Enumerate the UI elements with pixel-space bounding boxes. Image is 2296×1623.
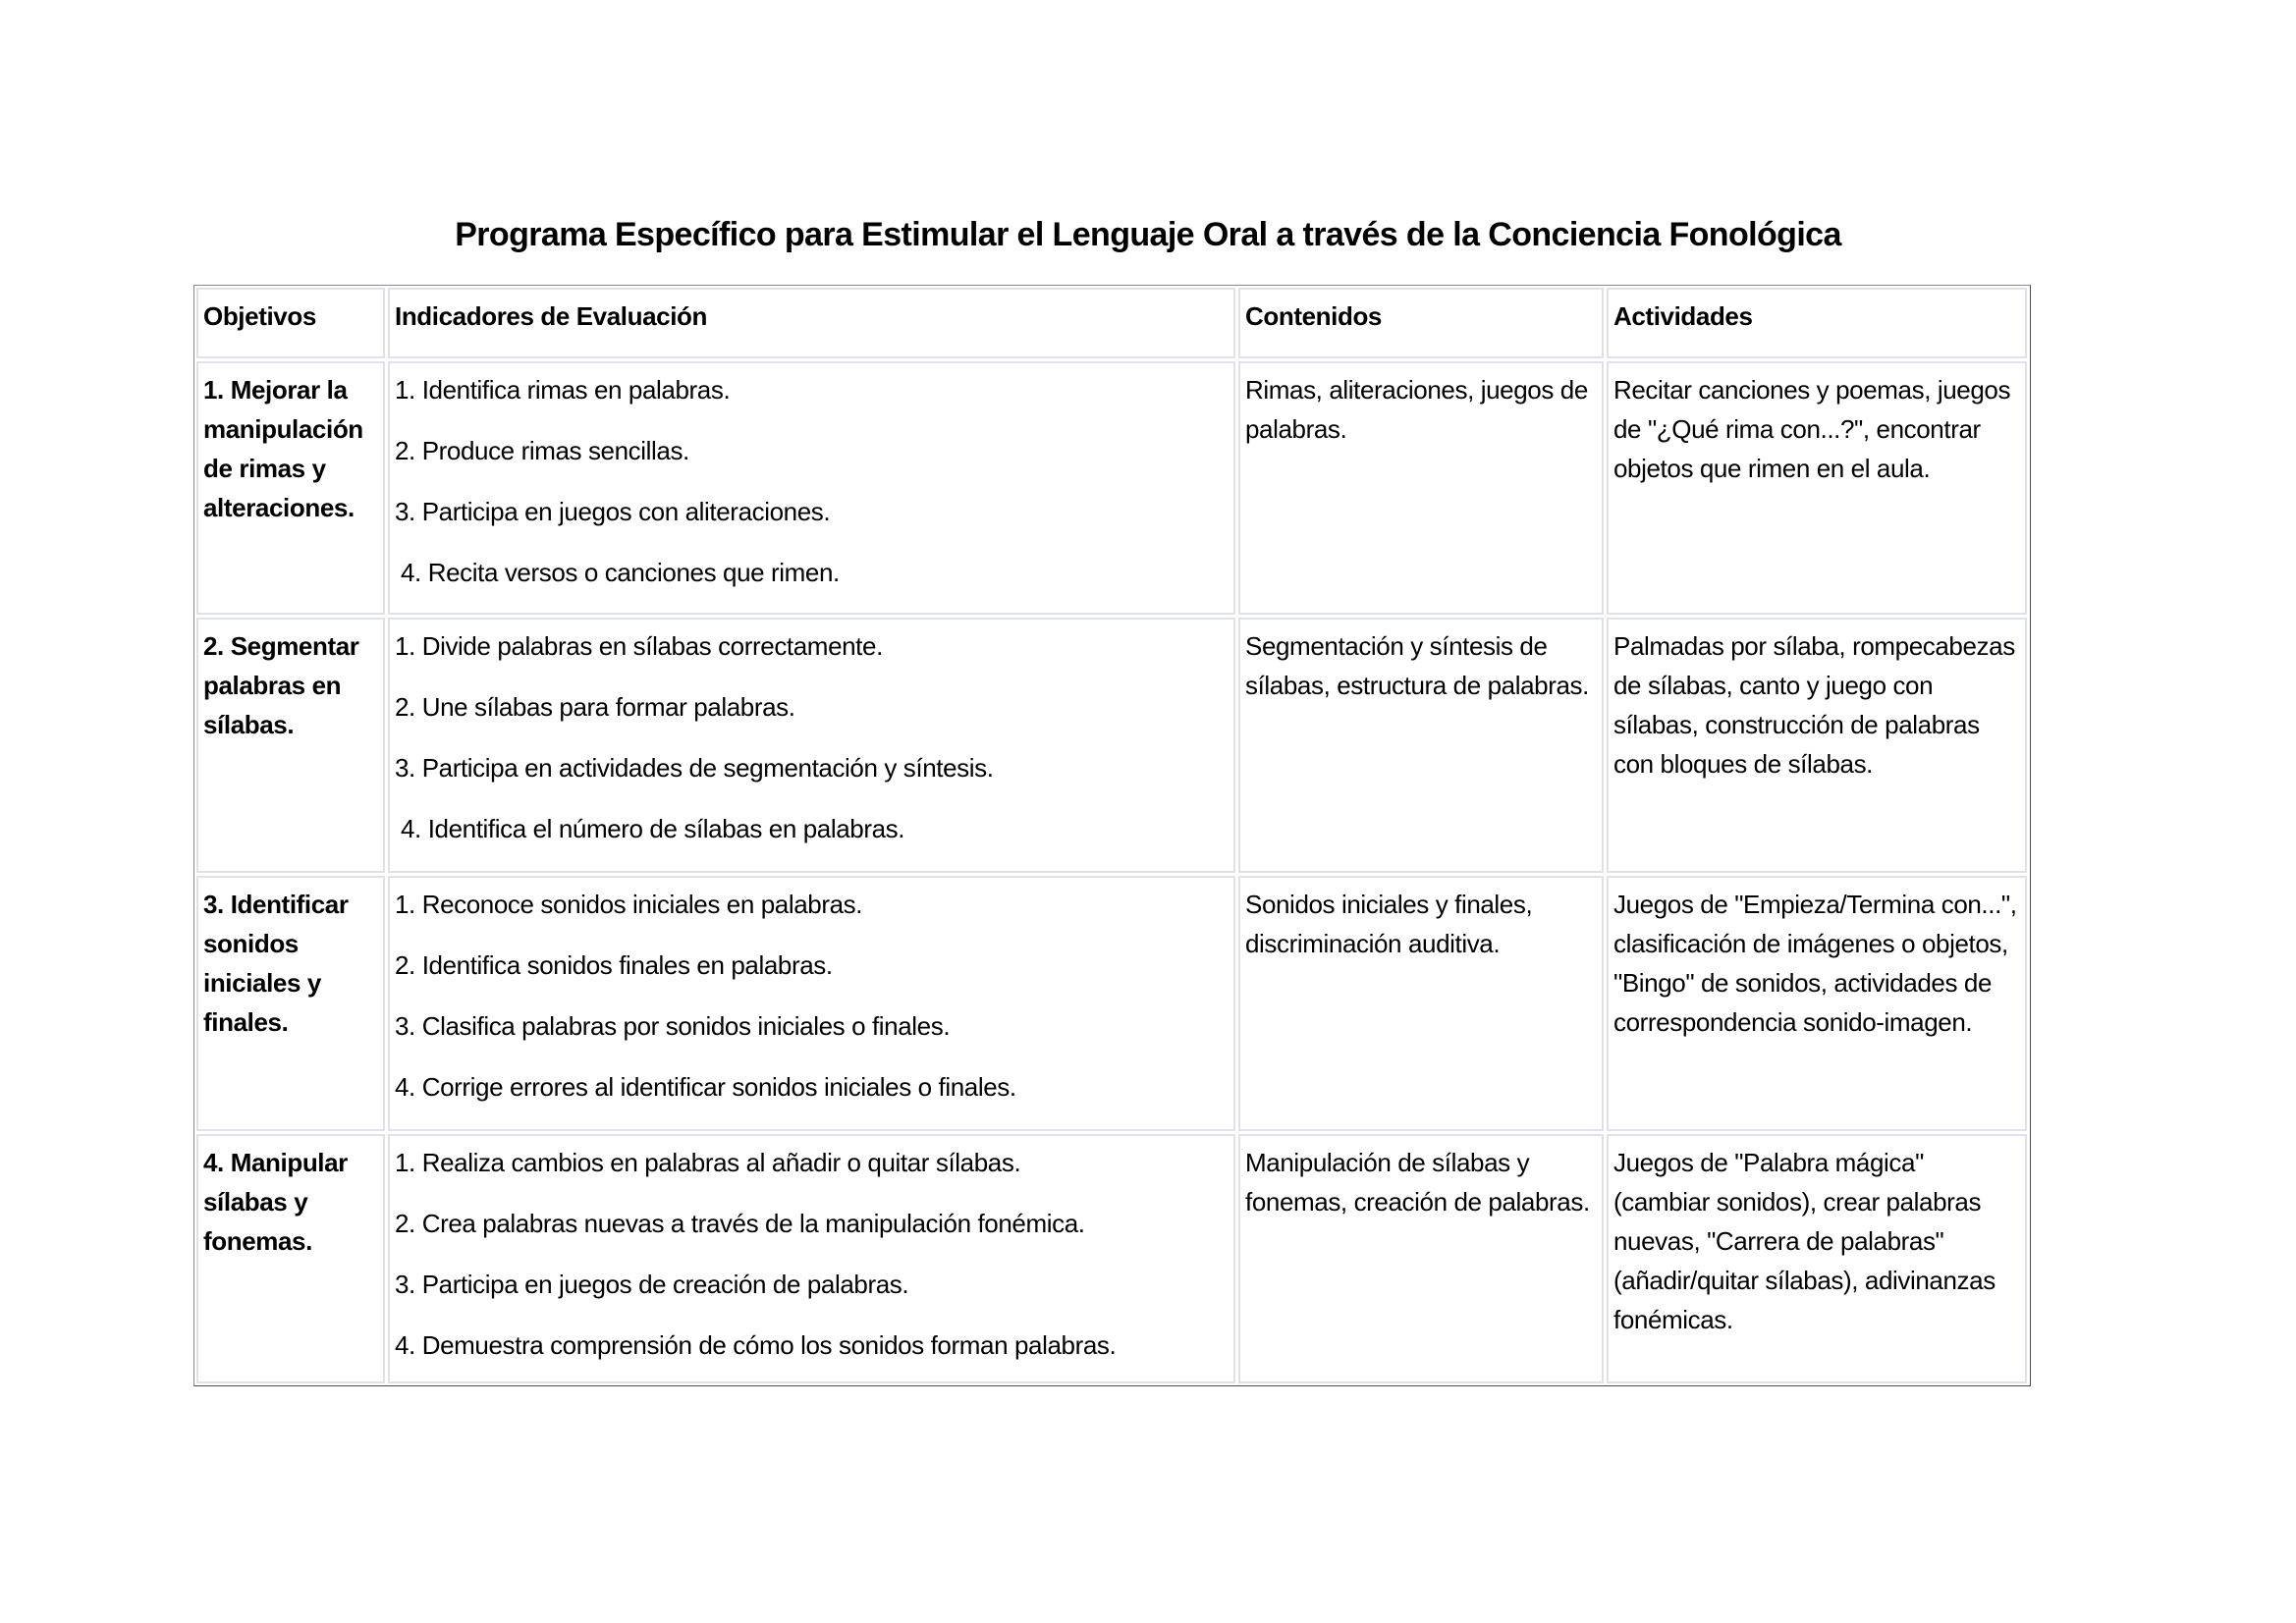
row-4-actividades: Juegos de "Palabra mágica" (cambiar sonidos), crear palabras nuevas, "Carrera de palabras" (añadir/quitar sílabas), adivinanzas fonémicas. (1607, 1134, 2027, 1383)
row-4-contenidos: Manipulación de sílabas y fonemas, creación de palabras. (1238, 1134, 1604, 1383)
indicator-item: 2. Identifica sonidos finales en palabras. (395, 950, 833, 980)
row-2-indicadores (388, 618, 1235, 873)
header-actividades: Actividades (1607, 288, 2027, 358)
indicator-item: 3. Participa en juegos con aliteraciones. (395, 497, 831, 526)
header-contenidos: Contenidos (1238, 288, 1604, 358)
indicator-item: 3. Participa en juegos de creación de palabras. (395, 1270, 909, 1299)
indicator-item: 4. Corrige errores al identificar sonidos iniciales o finales. (395, 1072, 1016, 1102)
row-2-actividades: Palmadas por sílaba, rompecabezas de sílabas, canto y juego con sílabas, construcción de palabras con bloques de sílabas. (1607, 618, 2027, 873)
row-1-indicadores (388, 361, 1235, 615)
indicator-item: 4. Recita versos o canciones que rimen. (401, 558, 840, 587)
indicator-item: 1. Reconoce sonidos iniciales en palabras. (395, 890, 863, 919)
indicator-item: 3. Participa en actividades de segmentación y síntesis. (395, 753, 994, 783)
indicator-item: 1. Identifica rimas en palabras. (395, 375, 731, 405)
header-objetivos: Objetivos (196, 288, 385, 358)
indicator-item: 4. Demuestra comprensión de cómo los sonidos forman palabras. (395, 1330, 1117, 1360)
indicator-item: 2. Une sílabas para formar palabras. (395, 692, 795, 722)
indicator-item: 2. Produce rimas sencillas. (395, 436, 689, 465)
header-indicadores: Indicadores de Evaluación (388, 288, 1235, 358)
row-3-actividades: Juegos de "Empieza/Termina con...", clasificación de imágenes o objetos, "Bingo" de sonidos, actividades de correspondencia sonido-imagen. (1607, 876, 2027, 1131)
indicator-item: 1. Realiza cambios en palabras al añadir o quitar sílabas. (395, 1148, 1021, 1177)
document-title: Programa Específico para Estimular el Lenguaje Oral a través de la Conciencia Fonológica (455, 216, 1841, 253)
row-1-contenidos: Rimas, aliteraciones, juegos de palabras. (1238, 361, 1604, 615)
row-2-contenidos: Segmentación y síntesis de sílabas, estructura de palabras. (1238, 618, 1604, 873)
indicator-item: 4. Identifica el número de sílabas en palabras. (401, 814, 905, 843)
row-2-objetivo: 2. Segmentar palabras en sílabas. (196, 618, 385, 873)
row-3-indicadores (388, 876, 1235, 1131)
indicator-item: 3. Clasifica palabras por sonidos iniciales o finales. (395, 1011, 951, 1041)
indicator-item: 2. Crea palabras nuevas a través de la manipulación fonémica. (395, 1209, 1085, 1238)
row-4-objetivo: 4. Manipular sílabas y fonemas. (196, 1134, 385, 1383)
row-4-indicadores (388, 1134, 1235, 1383)
indicator-item: 1. Divide palabras en sílabas correctamente. (395, 631, 883, 661)
row-1-actividades: Recitar canciones y poemas, juegos de "¿Qué rima con...?", encontrar objetos que rimen en el aula. (1607, 361, 2027, 615)
row-3-objetivo: 3. Identificar sonidos iniciales y finales. (196, 876, 385, 1131)
row-3-contenidos: Sonidos iniciales y finales, discriminación auditiva. (1238, 876, 1604, 1131)
row-1-objetivo: 1. Mejorar la manipulación de rimas y alteraciones. (196, 361, 385, 615)
